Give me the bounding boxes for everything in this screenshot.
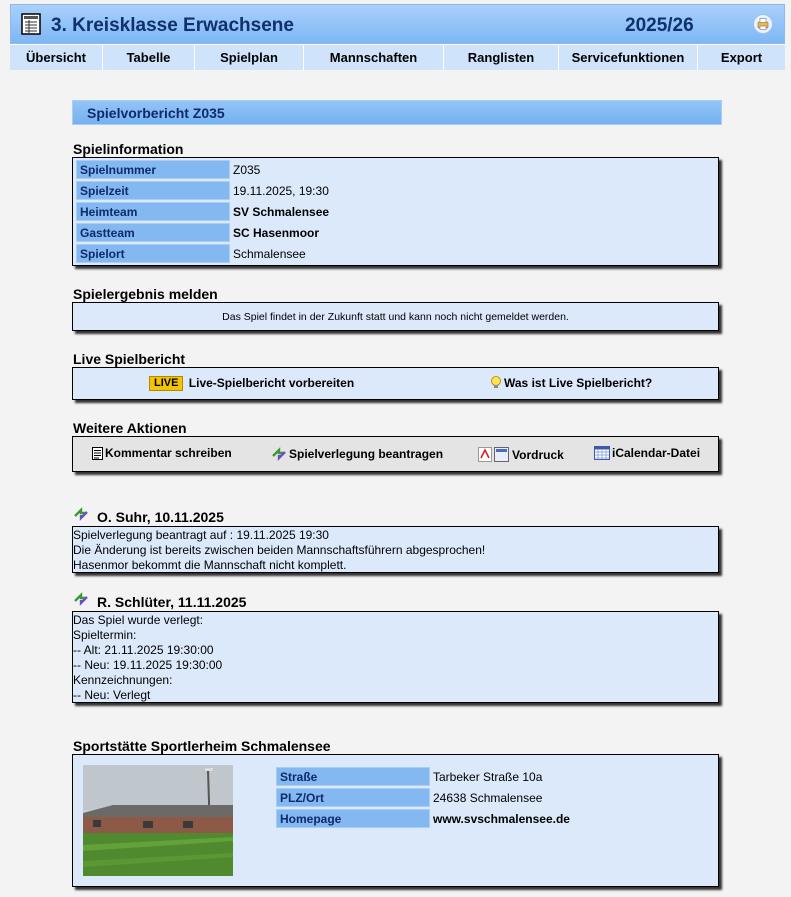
venue-photo — [83, 765, 233, 876]
comment-label: Kommentar schreiben — [105, 446, 232, 460]
comment-link[interactable] — [92, 446, 232, 460]
app-header — [10, 4, 785, 44]
printer-icon[interactable] — [753, 14, 773, 34]
reschedule-label: Spielverlegung beantragen — [289, 447, 444, 461]
pdf-form-icon — [478, 447, 510, 462]
spielzeit-label: Spielzeit — [76, 181, 230, 200]
league-title: 3. Kreisklasse Erwachsene — [51, 15, 294, 36]
comment-author: R. Schlüter, 11.11.2025 — [97, 594, 247, 610]
comment-body — [72, 611, 719, 703]
ergebnis-heading: Spielergebnis melden — [73, 286, 218, 302]
tab-export[interactable]: Export — [720, 50, 763, 65]
comment-header — [73, 506, 224, 525]
comment-line: Spielverlegung beantragt auf : 19.11.2025 19:30 — [73, 528, 329, 542]
live-info-link[interactable] — [490, 376, 652, 390]
comment-line: Die Änderung ist bereits zwischen beiden Mannschaftsführern abgesprochen! — [73, 543, 486, 557]
comment-header — [73, 591, 246, 610]
calendar-icon — [594, 446, 610, 460]
season-label: 2025/26 — [625, 15, 694, 36]
strasse-value: Tarbeker Straße 10a — [433, 770, 543, 784]
comment-body — [72, 526, 719, 573]
aktionen-heading: Weitere Aktionen — [73, 420, 187, 436]
spielinfo-table — [72, 157, 719, 266]
lightbulb-icon — [490, 376, 502, 390]
reschedule-link[interactable] — [271, 447, 443, 461]
comment-author: O. Suhr, 10.11.2025 — [97, 509, 224, 525]
strasse-label: Straße — [276, 767, 430, 786]
live-box — [72, 367, 719, 400]
live-prepare-label: Live-Spielbericht vorbereiten — [188, 376, 355, 390]
heimteam-value: SV Schmalensee — [233, 205, 330, 219]
tab-spielplan[interactable]: Spielplan — [195, 45, 304, 71]
spielnummer-value: Z035 — [233, 163, 261, 177]
reschedule-arrows-icon — [73, 506, 89, 522]
print-form-link[interactable] — [478, 447, 564, 462]
ergebnis-message: Das Spiel findet in der Zukunft statt und kann noch nicht gemeldet werden. — [222, 311, 569, 323]
page-title: Spielvorbericht Z035 — [87, 105, 225, 121]
spielnummer-label: Spielnummer — [76, 160, 230, 179]
main-nav — [10, 44, 785, 70]
comment-line: -- Alt: 21.11.2025 19:30:00 — [73, 643, 214, 657]
live-info-label: Was ist Live Spielbericht? — [504, 376, 653, 390]
comment-line: -- Neu: Verlegt — [73, 688, 151, 702]
heimteam-label: Heimteam — [76, 202, 230, 221]
ical-label: iCalendar-Datei — [612, 446, 701, 460]
reschedule-arrows-icon — [73, 591, 89, 607]
comment-line: Das Spiel wurde verlegt: — [73, 613, 204, 627]
live-heading: Live Spielbericht — [73, 351, 186, 367]
homepage-label: Homepage — [276, 809, 430, 828]
homepage-link[interactable]: www.svschmalensee.de — [433, 812, 570, 826]
ical-link[interactable] — [594, 446, 700, 460]
comment-line: Hasenmor bekommt die Mannschaft nicht komplett. — [73, 558, 347, 572]
plz-ort-value: 24638 Schmalensee — [433, 791, 543, 805]
comment-line: Spieltermin: — [73, 628, 137, 642]
plz-ort-label: PLZ/Ort — [276, 788, 430, 807]
page-title-bar — [72, 100, 722, 125]
gastteam-label: Gastteam — [76, 223, 230, 242]
spielort-label: Spielort — [76, 244, 230, 263]
tab-uebersicht[interactable]: Übersicht — [10, 45, 103, 71]
print-form-label: Vordruck — [512, 448, 564, 462]
document-icon — [92, 447, 103, 460]
tab-mannschaften[interactable]: Mannschaften — [304, 45, 444, 71]
comment-line: Kennzeichnungen: — [73, 673, 173, 687]
table-logo-icon — [21, 13, 41, 35]
live-prepare-link[interactable] — [149, 376, 354, 391]
tab-servicefunktionen[interactable]: Servicefunktionen — [559, 45, 698, 71]
live-badge-icon: LIVE — [149, 376, 183, 391]
aktionen-box — [72, 436, 719, 472]
comment-line: -- Neu: 19.11.2025 19:30:00 — [73, 658, 223, 672]
ergebnis-box — [72, 302, 719, 331]
tab-tabelle[interactable]: Tabelle — [103, 45, 195, 71]
spielzeit-value: 19.11.2025, 19:30 — [233, 184, 329, 198]
gastteam-value: SC Hasenmoor — [233, 226, 320, 240]
spielinfo-heading: Spielinformation — [73, 141, 184, 157]
venue-box — [72, 754, 719, 887]
tab-ranglisten[interactable]: Ranglisten — [444, 45, 559, 71]
reschedule-arrows-icon — [271, 447, 287, 461]
spielort-value: Schmalensee — [233, 247, 306, 261]
venue-heading: Sportstätte Sportlerheim Schmalensee — [73, 738, 331, 754]
